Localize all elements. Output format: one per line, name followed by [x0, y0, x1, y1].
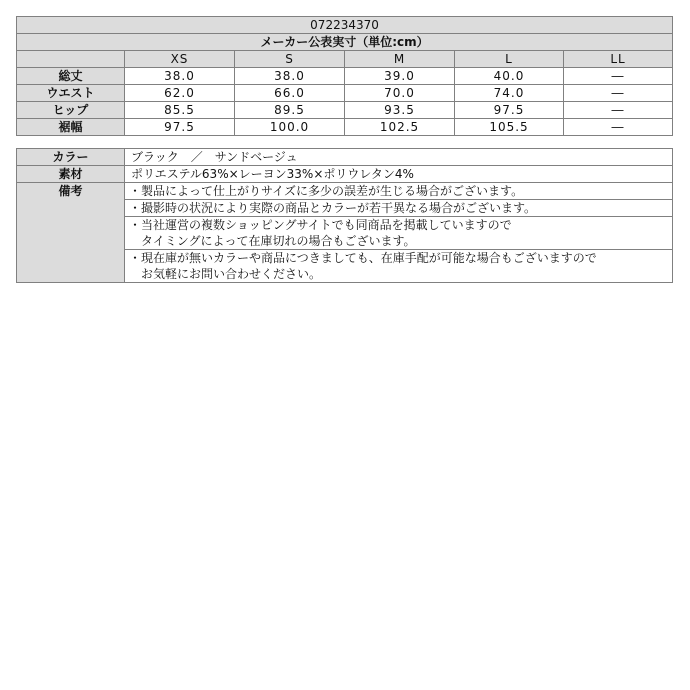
table-row: [17, 85, 673, 102]
row-label: 総丈: [17, 68, 125, 85]
product-code: 072234370: [17, 17, 673, 34]
note-line: ・撮影時の状況により実際の商品とカラーが若干異なる場合がございます。: [129, 201, 537, 215]
table-cell: 93.5: [345, 102, 455, 119]
table-cell: 39.0: [345, 68, 455, 85]
note-line: ・現在庫が無いカラーや商品につきましても、在庫手配が可能な場合もございますので: [129, 251, 597, 265]
table-row: [17, 149, 673, 166]
table-cell: 40.0: [455, 68, 564, 85]
material-value: ポリエステル63%×レーヨン33%×ポリウレタン4%: [125, 166, 673, 183]
material-label: 素材: [17, 166, 125, 183]
size-header: LL: [564, 51, 673, 68]
size-header: L: [455, 51, 564, 68]
note-item: [125, 250, 673, 283]
table-cell: ―: [564, 102, 673, 119]
notes-label: 備考: [17, 183, 125, 283]
table-cell: 38.0: [125, 68, 235, 85]
table-row: [17, 183, 673, 200]
note-item: [125, 183, 673, 200]
table-cell: 105.5: [455, 119, 564, 136]
row-label: 裾幅: [17, 119, 125, 136]
size-header: XS: [125, 51, 235, 68]
table-cell: 100.0: [235, 119, 345, 136]
note-item: [125, 200, 673, 217]
table-cell: ―: [564, 68, 673, 85]
color-value: ブラック ／ サンドベージュ: [125, 149, 673, 166]
note-line: ・製品によって仕上がりサイズに多少の誤差が生じる場合がございます。: [129, 184, 524, 198]
table-row: [17, 68, 673, 85]
note-line: タイミングによって在庫切れの場合もございます。: [129, 234, 416, 248]
table-cell: 38.0: [235, 68, 345, 85]
row-label: ヒップ: [17, 102, 125, 119]
table-row: [17, 119, 673, 136]
table-cell: 74.0: [455, 85, 564, 102]
info-table: [16, 148, 673, 283]
row-label: ウエスト: [17, 85, 125, 102]
table-cell: 66.0: [235, 85, 345, 102]
note-line: お気軽にお問い合わせください。: [129, 267, 322, 281]
table-cell: ―: [564, 119, 673, 136]
size-table-subtitle: メーカー公表実寸（単位:cm）: [17, 34, 673, 51]
table-cell: 62.0: [125, 85, 235, 102]
table-cell: 70.0: [345, 85, 455, 102]
table-row: [17, 166, 673, 183]
size-header-blank: [17, 51, 125, 68]
table-row: [17, 102, 673, 119]
table-cell: 85.5: [125, 102, 235, 119]
size-header: S: [235, 51, 345, 68]
table-cell: 89.5: [235, 102, 345, 119]
table-cell: ―: [564, 85, 673, 102]
table-cell: 102.5: [345, 119, 455, 136]
table-cell: 97.5: [455, 102, 564, 119]
size-header: M: [345, 51, 455, 68]
size-table: [16, 16, 673, 136]
note-line: ・当社運営の複数ショッピングサイトでも同商品を掲載していますので: [129, 218, 512, 232]
table-cell: 97.5: [125, 119, 235, 136]
note-item: [125, 217, 673, 250]
color-label: カラー: [17, 149, 125, 166]
